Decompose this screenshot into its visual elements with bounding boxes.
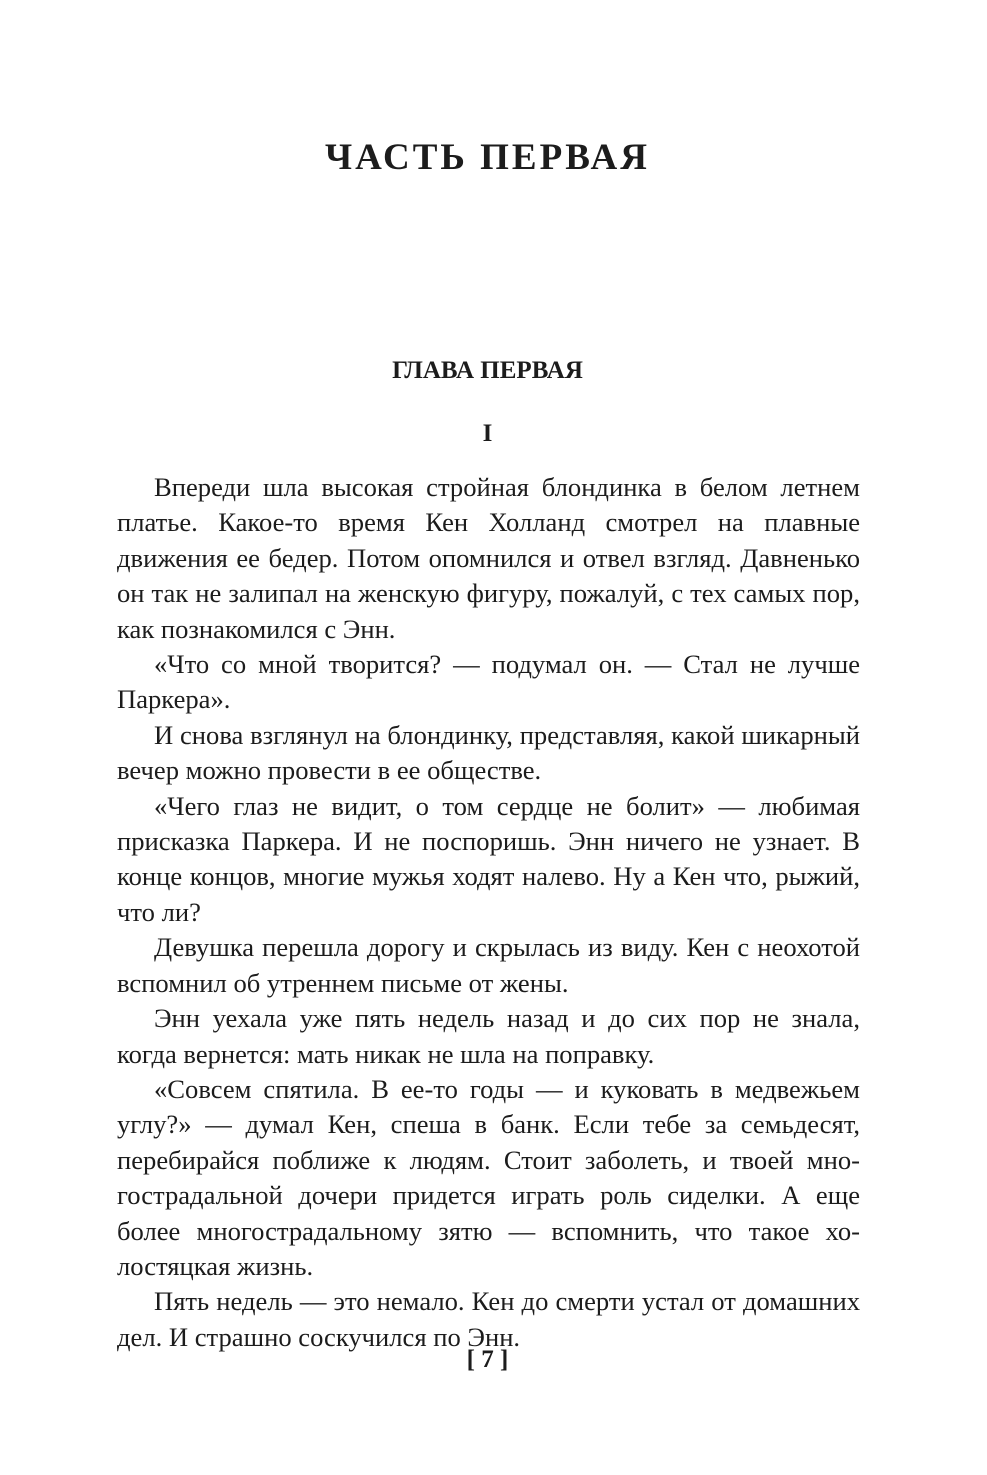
paragraph: Пять недель — это немало. Кен до смерти устал от домашних дел. И страшно соскучился по Энн.: [117, 1286, 860, 1352]
paragraph: И снова взглянул на блондинку, представляя, какой шикарный вечер можно провести в ее обществе.: [117, 719, 860, 786]
part-title: ЧАСТЬ ПЕРВАЯ: [325, 137, 650, 178]
body-text: [117, 470, 860, 1355]
paragraph: «Совсем спятила. В ее-то годы — и куковать в медвежьем углу?» — думал Кен, спеша в банк. Если тебе за семьдесят, перебирайся поближе к людям. Стоит заболеть, и твоей многострадальной дочери придется играть роль сиделки. А еще более многострадальному зятю — вспомнить, что такое холостяцкая жизнь.: [117, 1073, 860, 1281]
section-number: I: [482, 420, 493, 447]
paragraph: «Что со мной творится? — подумал он. — Стал не лучше Паркера».: [117, 649, 860, 715]
paragraph: Энн уехала уже пять недель назад и до сих пор не знала, когда вернется: мать никак не шла на поправку.: [117, 1003, 860, 1069]
paragraph: Девушка перешла дорогу и скрылась из виду. Кен с неохотой вспомнил об утреннем письме от жены.: [117, 932, 860, 998]
chapter-title: ГЛАВА ПЕРВАЯ: [392, 357, 583, 384]
page-number: [ 7 ]: [466, 1346, 509, 1373]
paragraph: Впереди шла высокая стройная блондинка в белом летнем платье. Какое-то время Кен Холланд смотрел на плавные движения ее бедер. Потом опомнился и отвел взгляд. Давненько он так не залипал на женскую фигуру, пожалуй, с тех самых пор, как познакомился с Энн.: [117, 472, 860, 644]
paragraph: «Чего глаз не видит, о том сердце не болит» — любимая присказка Паркера. И не поспоришь. Энн ничего не узнает. В конце концов, многие мужья ходят налево. Ну а Кен что, рыжий, что ли?: [117, 790, 860, 927]
